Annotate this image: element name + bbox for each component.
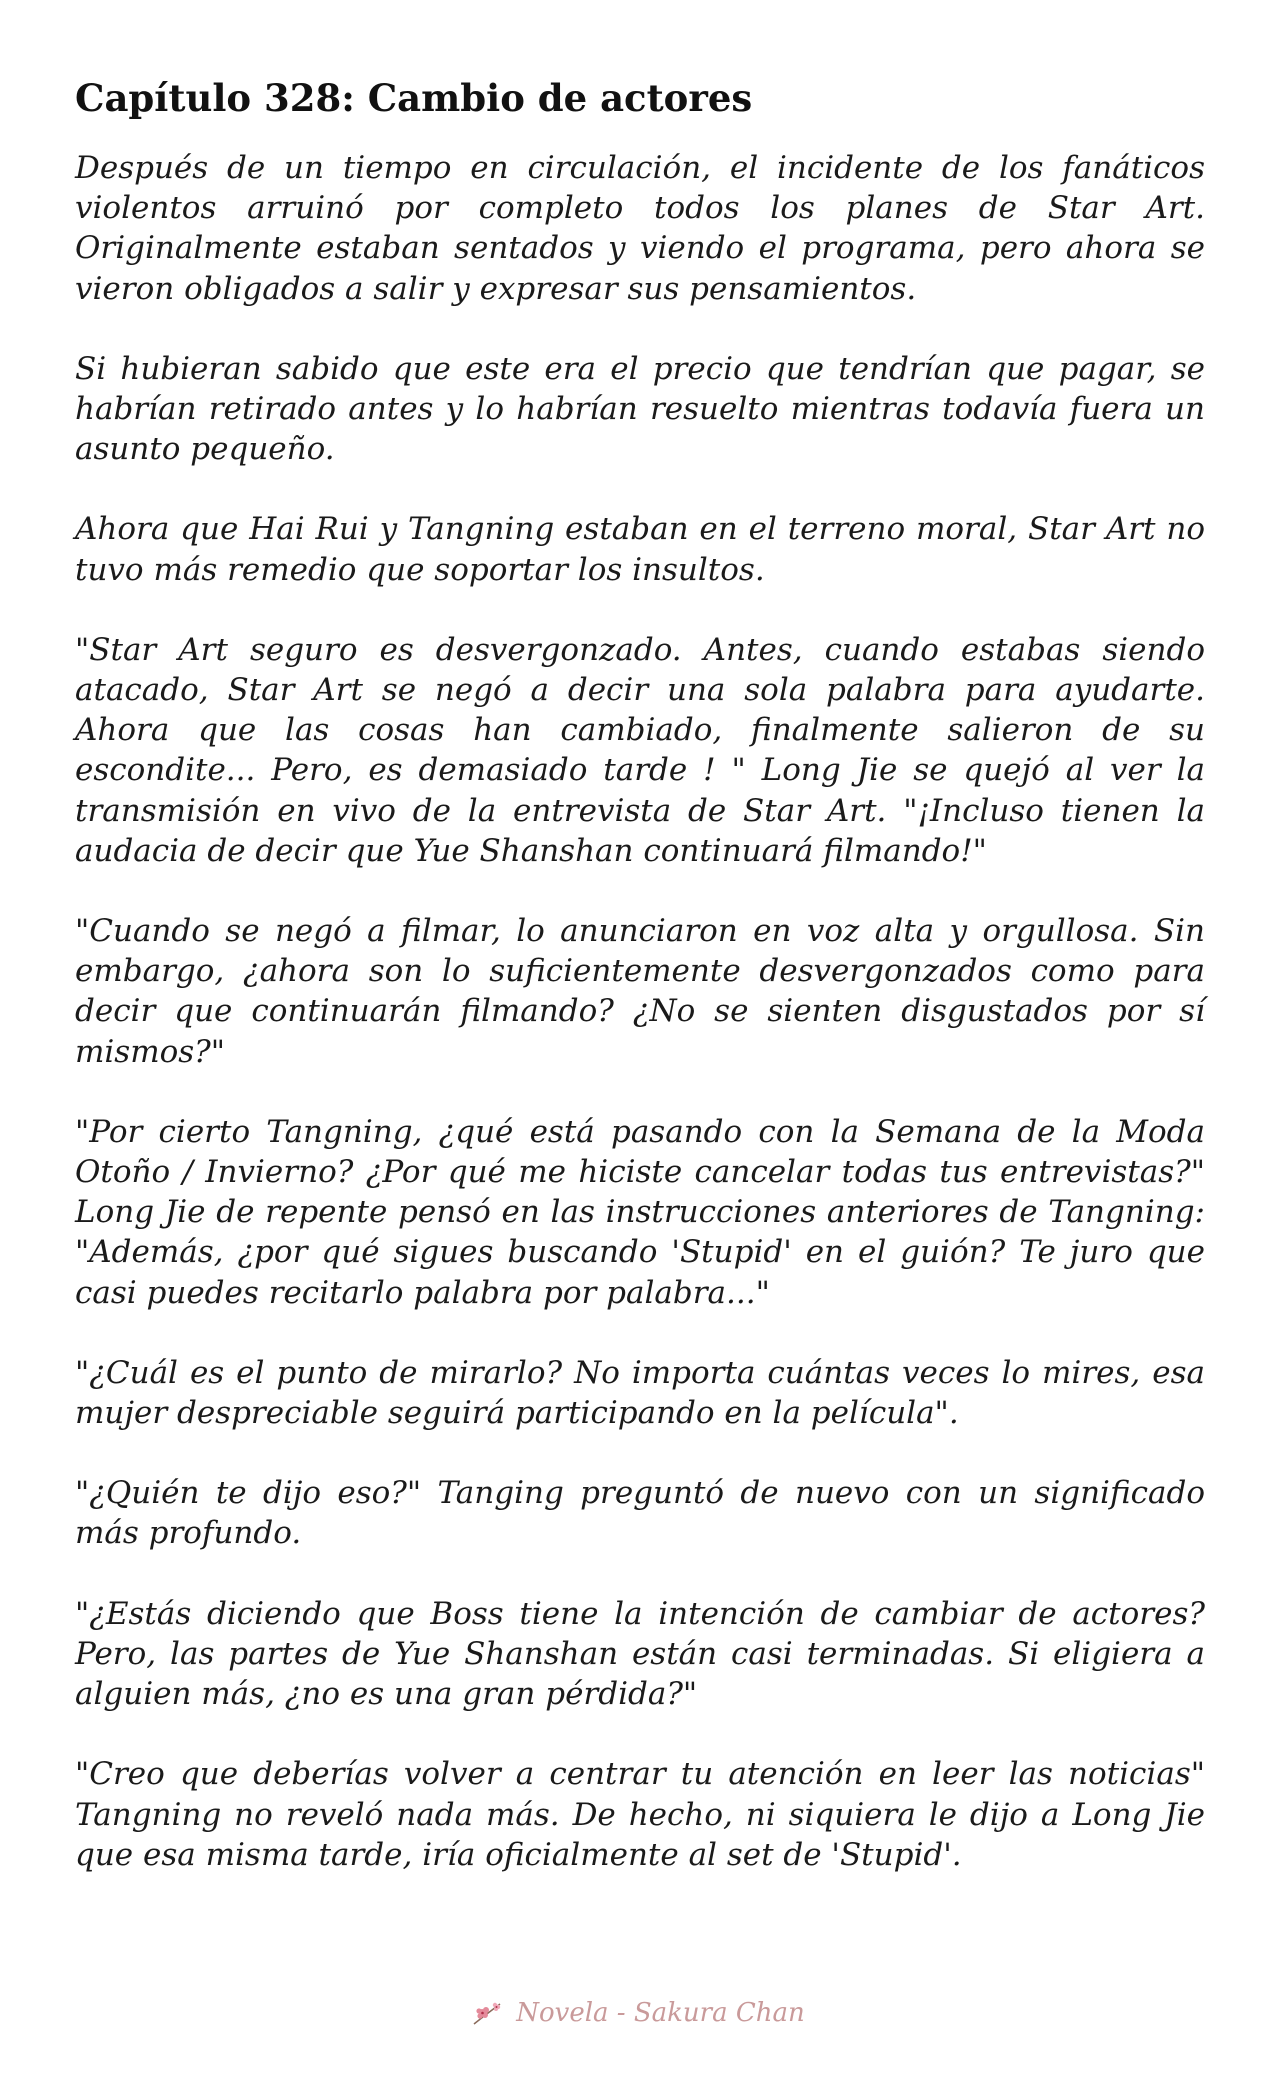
paragraph: Si hubieran sabido que este era el precio que tendrían que pagar, se habrían retirado antes y lo habrían resuelto mientras todavía fuera un asunto pequeño. [75, 350, 1205, 468]
paragraph: "Creo que deberías volver a centrar tu atención en leer las noticias" Tangning no reveló nada más. De hecho, ni siquiera le dijo a Long Jie que esa misma tarde, iría oficialmente al set de 'Stupid'. [75, 1756, 1205, 1873]
watermark-text: Novela - Sakura Chan [516, 1998, 805, 2028]
paragraph: "Cuando se negó a filmar, lo anunciaron en voz alta y orgullosa. Sin embargo, ¿ahora son lo suficientemente desvergonzados como para decir que continuarán filmando? ¿No se sienten disgustados por sí mismos?" [75, 913, 1205, 1070]
paragraph: Después de un tiempo en circulación, el incidente de los fanáticos violentos arruinó por completo todos los planes de Star Art. Originalmente estaban sentados y viendo el programa, pero ahora se vieron obligados a salir y expresar sus pensamientos. [75, 150, 1205, 307]
paragraph: "Star Art seguro es desvergonzado. Antes, cuando estabas siendo atacado, Star Art se negó a decir una sola palabra para ayudarte. Ahora que las cosas han cambiado, finalmente salieron de su escondite... Pero, es demasiado tarde ! " Long Jie se quejó al ver la transmisión en vivo de la entrevista de Star Art. "¡Incluso tienen la audacia de decir que Yue Shanshan continuará filmando!" [75, 631, 1205, 869]
paragraph: "¿Estás diciendo que Boss tiene la intención de cambiar de actores? Pero, las partes de Yue Shanshan están casi terminadas. Si eligiera a alguien más, ¿no es una gran pérdida?" [75, 1595, 1205, 1713]
chapter-page [75, 70, 1205, 1915]
watermark [0, 1998, 1275, 2028]
paragraph: "¿Cuál es el punto de mirarlo? No importa cuántas veces lo mires, esa mujer despreciable seguirá participando en la película". [75, 1354, 1205, 1432]
paragraph: "Por cierto Tangning, ¿qué está pasando con la Semana de la Moda Otoño / Invierno? ¿Por qué me hiciste cancelar todas tus entrevistas?" Long Jie de repente pensó en las instrucciones anteriores de Tangning: "Además, ¿por qué sigues buscando 'Stupid' en el guión? Te juro que casi puedes recitarlo palabra por palabra..." [75, 1113, 1205, 1311]
cherry-blossom-icon [470, 1998, 506, 2028]
paragraph: Ahora que Hai Rui y Tangning estaban en el terreno moral, Star Art no tuvo más remedio que soportar los insultos. [75, 511, 1205, 588]
paragraph: "¿Quién te dijo eso?" Tanging preguntó de nuevo con un significado más profundo. [75, 1475, 1205, 1552]
chapter-title: Capítulo 328: Cambio de actores [75, 76, 753, 120]
